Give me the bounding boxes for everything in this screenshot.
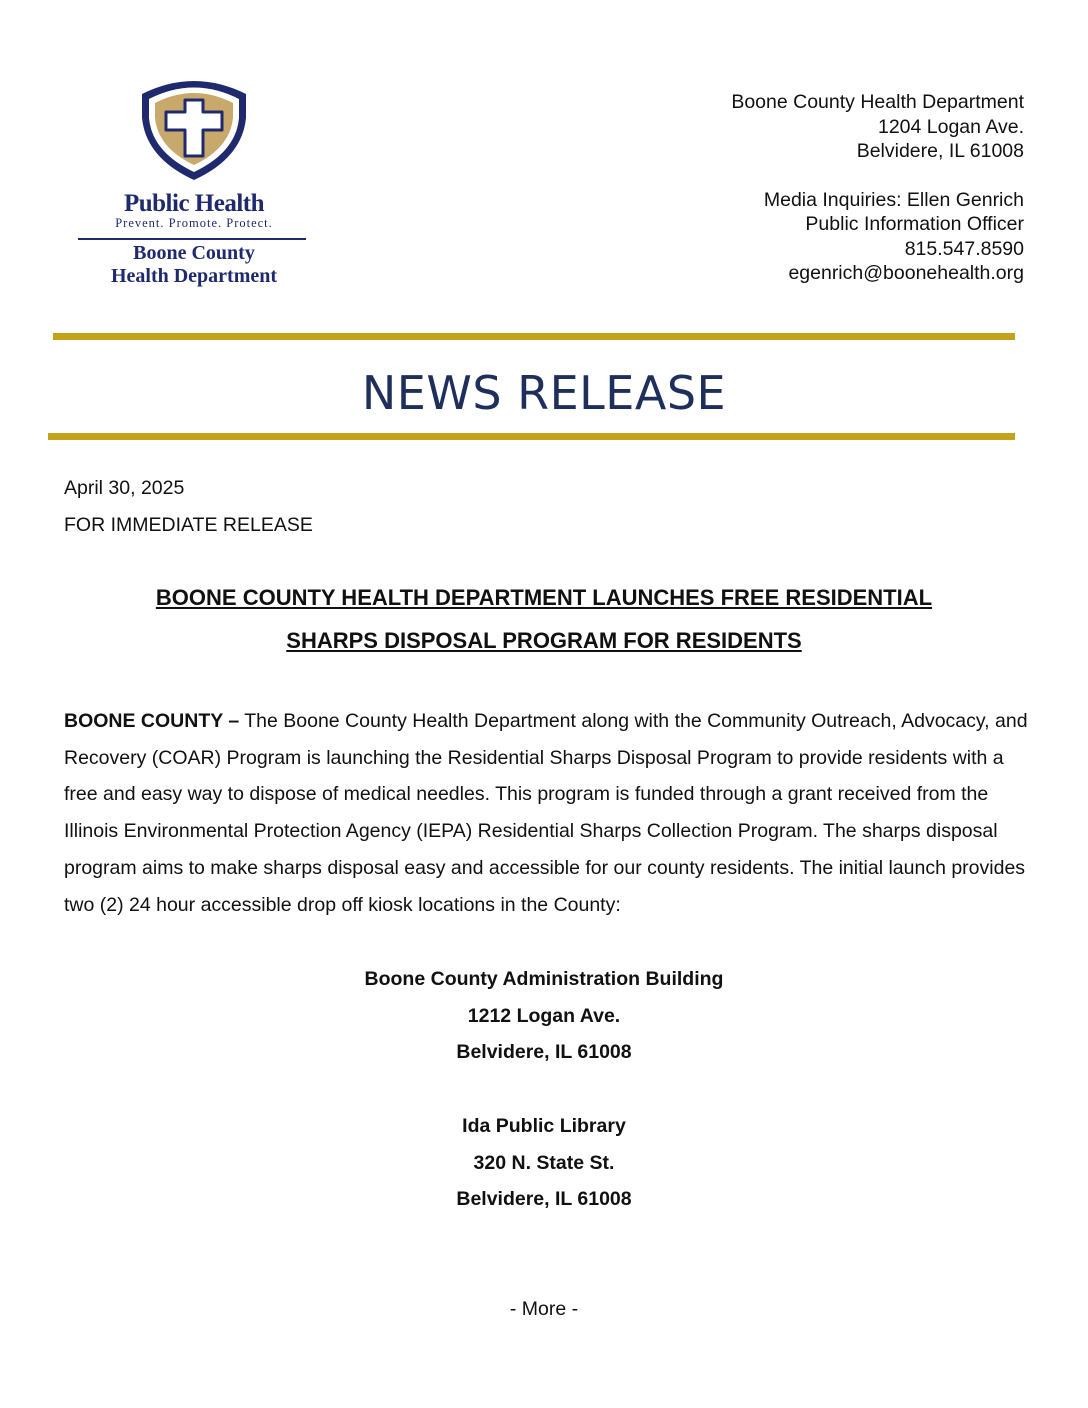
logo-org-line1: Boone County — [133, 242, 255, 264]
logo-org-line2: Health Department — [110, 265, 278, 287]
headline-line1: BOONE COUNTY HEALTH DEPARTMENT LAUNCHES FREE RESIDENTIAL — [155, 585, 933, 610]
location-2-city: Belvidere, IL 61008 — [456, 1188, 632, 1211]
headline — [64, 576, 1024, 662]
more-indicator: - More - — [509, 1298, 579, 1320]
location-2-name: Ida Public Library — [462, 1115, 626, 1137]
contact-block — [731, 90, 1024, 286]
location-1 — [64, 961, 1024, 1071]
news-release-title: NEWS RELEASE — [361, 366, 727, 420]
logo-tagline: Prevent. Promote. Protect. — [115, 216, 273, 230]
shield-cross-icon — [76, 72, 312, 188]
public-health-logo — [76, 72, 312, 294]
location-2 — [64, 1108, 1024, 1218]
location-1-name: Boone County Administration Building — [364, 968, 724, 990]
body-paragraph — [64, 703, 1030, 923]
release-type: FOR IMMEDIATE RELEASE — [64, 513, 313, 536]
location-1-city: Belvidere, IL 61008 — [456, 1041, 632, 1064]
bottom-rule — [48, 433, 1015, 440]
logo-title: Public Health — [123, 190, 265, 217]
contact-email[interactable]: egenrich@boonehealth.org — [788, 262, 1024, 284]
logo-divider — [78, 238, 306, 240]
body-lead: BOONE COUNTY – — [64, 710, 240, 732]
top-rule — [53, 333, 1015, 340]
contact-role: Public Information Officer — [805, 213, 1024, 235]
release-date: April 30, 2025 — [64, 477, 185, 499]
contact-media: Media Inquiries: Ellen Genrich — [763, 188, 1024, 211]
contact-address1: 1204 Logan Ave. — [877, 115, 1024, 138]
body-text: The Boone County Health Department along with the Community Outreach, Advocacy, and Recovery (COAR) Program is launching the Residential Sharps Disposal Program to provide residents with a free and easy way to dispose of medical needles. This program is funded through a grant received from the Illinois Environmental Protection Agency (IEPA) Residential Sharps Collection Program. The sharps disposal program aims to make sharps disposal easy and accessible for our county residents. The initial launch provides two (2) 24 hour accessible drop off kiosk locations in the County: — [64, 710, 1028, 916]
contact-phone: 815.547.8590 — [904, 237, 1024, 260]
location-1-address: 1212 Logan Ave. — [467, 1004, 621, 1027]
contact-address2: Belvidere, IL 61008 — [856, 140, 1024, 162]
location-2-address: 320 N. State St. — [473, 1151, 615, 1174]
headline-line2: SHARPS DISPOSAL PROGRAM FOR RESIDENTS — [286, 628, 802, 653]
contact-org: Boone County Health Department — [731, 91, 1024, 113]
release-meta — [64, 470, 313, 543]
